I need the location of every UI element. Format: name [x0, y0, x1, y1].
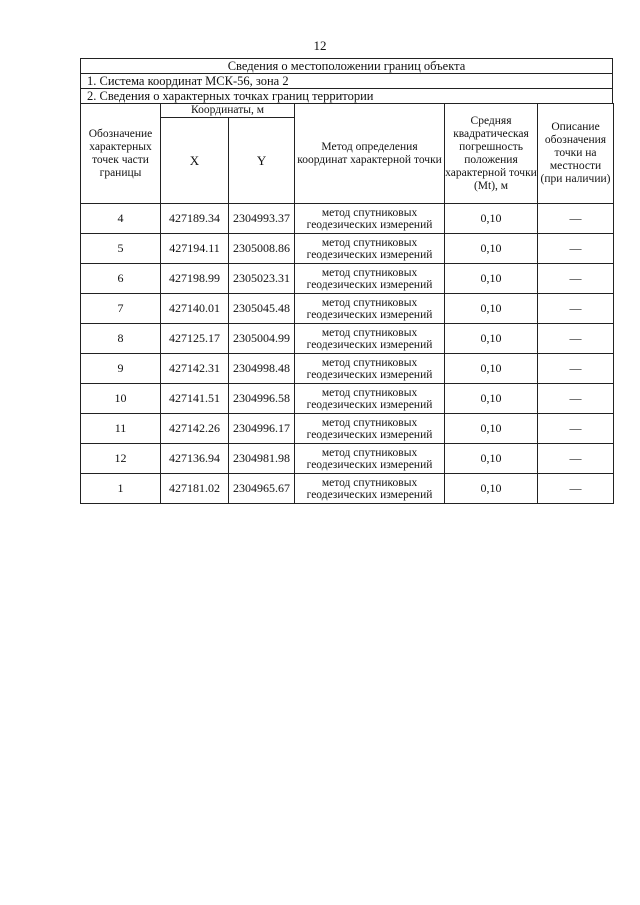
method-line1: метод спутниковых	[321, 356, 418, 369]
cell-error: 0,10	[445, 414, 538, 444]
method-line1: метод спутниковых	[321, 446, 418, 459]
cell-method	[295, 234, 445, 264]
cell-point: 8	[81, 324, 161, 354]
method-line2: геодезических измерений	[306, 428, 433, 441]
section-heading: 2. Сведения о характерных точках границ территории	[80, 88, 613, 103]
cell-error: 0,10	[445, 264, 538, 294]
boundary-points-table	[80, 103, 614, 504]
table-row	[81, 204, 614, 234]
cell-x: 427181.02	[161, 474, 229, 504]
cell-method	[295, 264, 445, 294]
table-row	[81, 414, 614, 444]
header-x: X	[161, 118, 229, 204]
cell-point: 9	[81, 354, 161, 384]
cell-y: 2304998.48	[229, 354, 295, 384]
table-row	[81, 444, 614, 474]
cell-description: —	[538, 294, 614, 324]
header-y: Y	[229, 118, 295, 204]
method-line2: геодезических измерений	[306, 458, 433, 471]
cell-error: 0,10	[445, 444, 538, 474]
cell-method	[295, 444, 445, 474]
method-line2: геодезических измерений	[306, 488, 433, 501]
page-number: 12	[313, 38, 327, 53]
cell-description: —	[538, 324, 614, 354]
cell-description: —	[538, 384, 614, 414]
method-line2: геодезических измерений	[306, 218, 433, 231]
table-body	[81, 204, 614, 504]
cell-method	[295, 414, 445, 444]
method-line1: метод спутниковых	[321, 416, 418, 429]
cell-y: 2305045.48	[229, 294, 295, 324]
header-coordinates: Координаты, м	[161, 104, 295, 118]
table-row	[81, 384, 614, 414]
boundary-document	[80, 58, 613, 504]
cell-method	[295, 294, 445, 324]
cell-method	[295, 384, 445, 414]
header-point-description: Описание обозначения точки на местности (при наличии)	[538, 104, 614, 204]
cell-description: —	[538, 444, 614, 474]
cell-description: —	[538, 474, 614, 504]
table-row	[81, 324, 614, 354]
cell-y: 2304996.58	[229, 384, 295, 414]
cell-y: 2304981.98	[229, 444, 295, 474]
cell-error: 0,10	[445, 354, 538, 384]
cell-point: 12	[81, 444, 161, 474]
cell-x: 427140.01	[161, 294, 229, 324]
coordinate-system-line: 1. Система координат МСК-56, зона 2	[80, 73, 613, 88]
cell-description: —	[538, 234, 614, 264]
cell-error: 0,10	[445, 474, 538, 504]
cell-x: 427194.11	[161, 234, 229, 264]
cell-y: 2305004.99	[229, 324, 295, 354]
table-row	[81, 294, 614, 324]
header-point-designation: Обозначение характерных точек части границы	[81, 104, 161, 204]
method-line2: геодезических измерений	[306, 308, 433, 321]
cell-point: 6	[81, 264, 161, 294]
header-method: Метод определения координат характерной точки	[295, 104, 445, 204]
cell-point: 4	[81, 204, 161, 234]
document-title: Сведения о местоположении границ объекта	[80, 58, 613, 73]
method-line1: метод спутниковых	[321, 296, 418, 309]
cell-error: 0,10	[445, 204, 538, 234]
cell-y: 2304965.67	[229, 474, 295, 504]
method-line2: геодезических измерений	[306, 278, 433, 291]
cell-x: 427136.94	[161, 444, 229, 474]
cell-x: 427141.51	[161, 384, 229, 414]
cell-x: 427142.26	[161, 414, 229, 444]
cell-x: 427189.34	[161, 204, 229, 234]
cell-error: 0,10	[445, 324, 538, 354]
cell-y: 2304996.17	[229, 414, 295, 444]
method-line1: метод спутниковых	[321, 476, 418, 489]
method-line2: геодезических измерений	[306, 338, 433, 351]
cell-error: 0,10	[445, 234, 538, 264]
cell-y: 2304993.37	[229, 204, 295, 234]
table-row	[81, 234, 614, 264]
method-line2: геодезических измерений	[306, 398, 433, 411]
table-row	[81, 264, 614, 294]
cell-description: —	[538, 264, 614, 294]
cell-point: 7	[81, 294, 161, 324]
cell-method	[295, 354, 445, 384]
cell-description: —	[538, 204, 614, 234]
cell-point: 1	[81, 474, 161, 504]
cell-x: 427198.99	[161, 264, 229, 294]
method-line2: геодезических измерений	[306, 248, 433, 261]
cell-x: 427142.31	[161, 354, 229, 384]
cell-point: 5	[81, 234, 161, 264]
cell-method	[295, 324, 445, 354]
table-row	[81, 474, 614, 504]
method-line1: метод спутниковых	[321, 266, 418, 279]
cell-point: 11	[81, 414, 161, 444]
cell-error: 0,10	[445, 384, 538, 414]
method-line1: метод спутниковых	[321, 326, 418, 339]
cell-method	[295, 204, 445, 234]
cell-y: 2305008.86	[229, 234, 295, 264]
method-line1: метод спутниковых	[321, 206, 418, 219]
method-line2: геодезических измерений	[306, 368, 433, 381]
cell-description: —	[538, 414, 614, 444]
cell-x: 427125.17	[161, 324, 229, 354]
method-line1: метод спутниковых	[321, 386, 418, 399]
cell-point: 10	[81, 384, 161, 414]
cell-description: —	[538, 354, 614, 384]
table-row	[81, 354, 614, 384]
cell-error: 0,10	[445, 294, 538, 324]
cell-method	[295, 474, 445, 504]
header-mean-error: Средняя квадратическая погрешность положения характерной точки (Mt), м	[445, 104, 538, 204]
cell-y: 2305023.31	[229, 264, 295, 294]
method-line1: метод спутниковых	[321, 236, 418, 249]
